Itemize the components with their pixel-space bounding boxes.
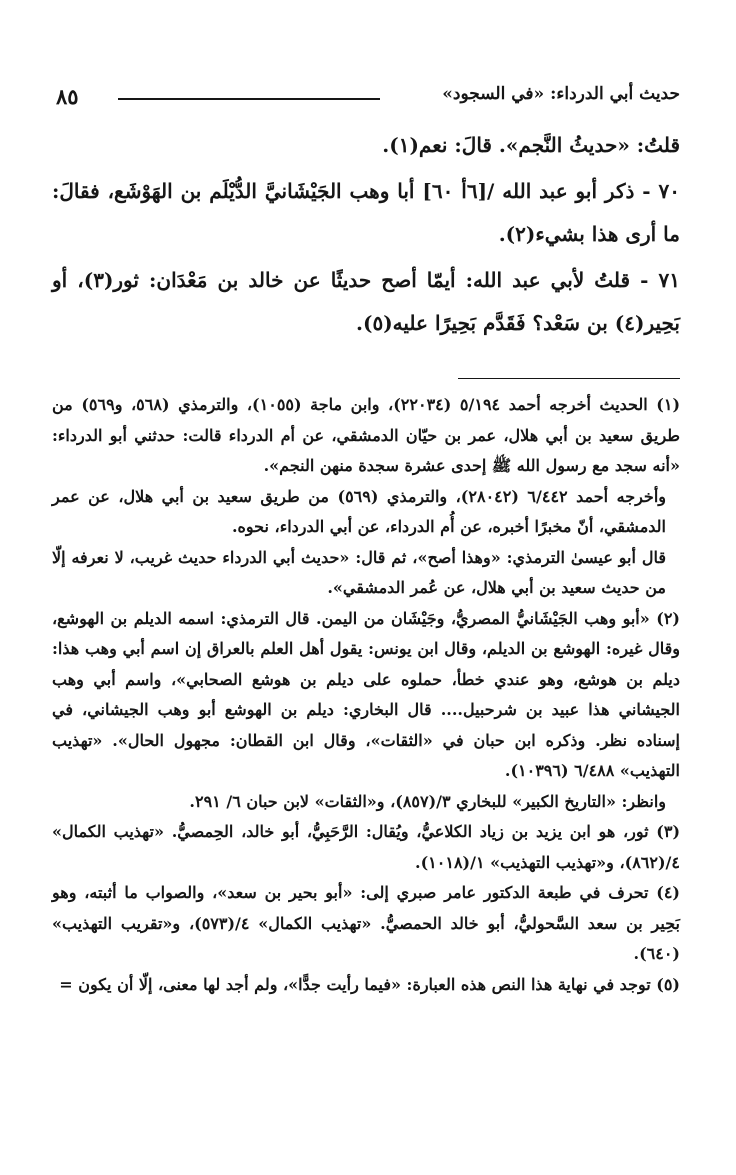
footnote-1-tirmidhi: قال أبو عيسىٰ الترمذي: «وهذا أصح»، ثم قال: «حديث أبي الدرداء حديث غريب، لا نعرفه إلّا من حديث سعيد بن أبي هلال، عن عُمر الدمشقي».: [52, 547, 666, 597]
footnote-2: (٢) «أبو وهب الجَيْشَانيُّ المصريُّ، وجَيْشَان من اليمن. قال الترمذي: اسمه الديلم بن الهوشع، وقال غيره: الهوشع بن الديلم، وقال ابن يونس: يقول أهل العلم بالعراق إن اسم أبي وهب هذا: ديلم بن هوشع، وهو عندي خطأ، حملوه على ديلم بن هوشع الصحابي»، واسم أبي وهب الجيشاني هذا عبيد بن شرحبيل.... قال البخاري: ديلم بن الهوشع أبو وهب الجيشاني، في إسناده نظر. وذكره ابن حبان في «الثقات»، وقال ابن القطان: مجهول الحال». «تهذيب التهذيب» ٦/٤٨٨ (١٠٣٩٦).: [52, 608, 680, 780]
main-paragraph-71: ٧١ - قلتُ لأبي عبد الله: أيمّا أصح حديثًا عن خالد بن مَعْدَان: ثور(٣)، أو بَحِير(٤) بن سَعْد؟ فَقَدَّم بَحِيرًا عليه(٥).: [52, 268, 680, 335]
page-number: ٨٥: [56, 84, 79, 109]
footnote-5: (٥) توجد في نهاية هذا النص هذه العبارة: «فيما رأيت جدًّا»، ولم أجد لها معنى، إلّا أن يكون =: [59, 974, 680, 994]
main-text: [52, 124, 680, 348]
footnote-4: (٤) تحرف في طبعة الدكتور عامر صبري إلى: «أبو بحير بن سعد»، والصواب ما أثبته، وهو بَحِير بن سعد السَّحوليُّ، أبو خالد الحمصيُّ. «تهذيب الكمال» ٤/(٥٧٣)، و«تقريب التهذيب» (٦٤٠).: [52, 883, 680, 963]
running-head: حديث أبي الدرداء: «في السجود»: [442, 84, 680, 104]
footnotes: [52, 390, 680, 1000]
footnote-separator: [458, 378, 680, 379]
footnote-1: (١) الحديث أخرجه أحمد ٥/١٩٤ (٢٢٠٣٤)، وابن ماجة (١٠٥٥)، والترمذي (٥٦٨، و٥٦٩) من طريق سعيد بن أبي هلال، عمر بن حيّان الدمشقي، عن أم الدرداء قالت: حدثني أبو الدرداء: «أنه سجد مع رسول الله ﷺ إحدى عشرة سجدة منهن النجم».: [52, 395, 681, 475]
footnote-3: (٣) ثور، هو ابن يزيد بن زياد الكلاعيُّ، ويُقال: الرَّحَبِيُّ، أبو خالد، الحِمصيُّ. «تهذيب الكمال» ٤/(٨٦٢)، و«تهذيب التهذيب» ١/(١٠١٨).: [52, 822, 681, 872]
page-header: [56, 82, 680, 118]
header-rule: [118, 98, 380, 100]
footnote-2-see-also: وانظر: «التاريخ الكبير» للبخاري ٣/(٨٥٧)، و«الثقات» لابن حبان ٦/ ٢٩١.: [189, 791, 666, 811]
footnote-1-continuation: وأخرجه أحمد ٦/٤٤٢ (٢٨٠٤٢)، والترمذي (٥٦٩) من طريق سعيد بن أبي هلال، عن عمر الدمشقي، أنّ مخبرًا أخبره، عن أُم الدرداء، عن أبي الدرداء، نحوه.: [52, 486, 666, 536]
main-paragraph-question: قلتُ: «حديثُ النَّجم». قالَ: نعم(١).: [382, 133, 680, 157]
main-paragraph-70: ٧٠ - ذكر أبو عبد الله /[٦أ ٦٠] أبا وهب الجَيْشَانيَّ الدُّيْلَم بن الهَوْشَع، فقالَ: ما أرى هذا بشيء(٢).: [52, 179, 681, 246]
